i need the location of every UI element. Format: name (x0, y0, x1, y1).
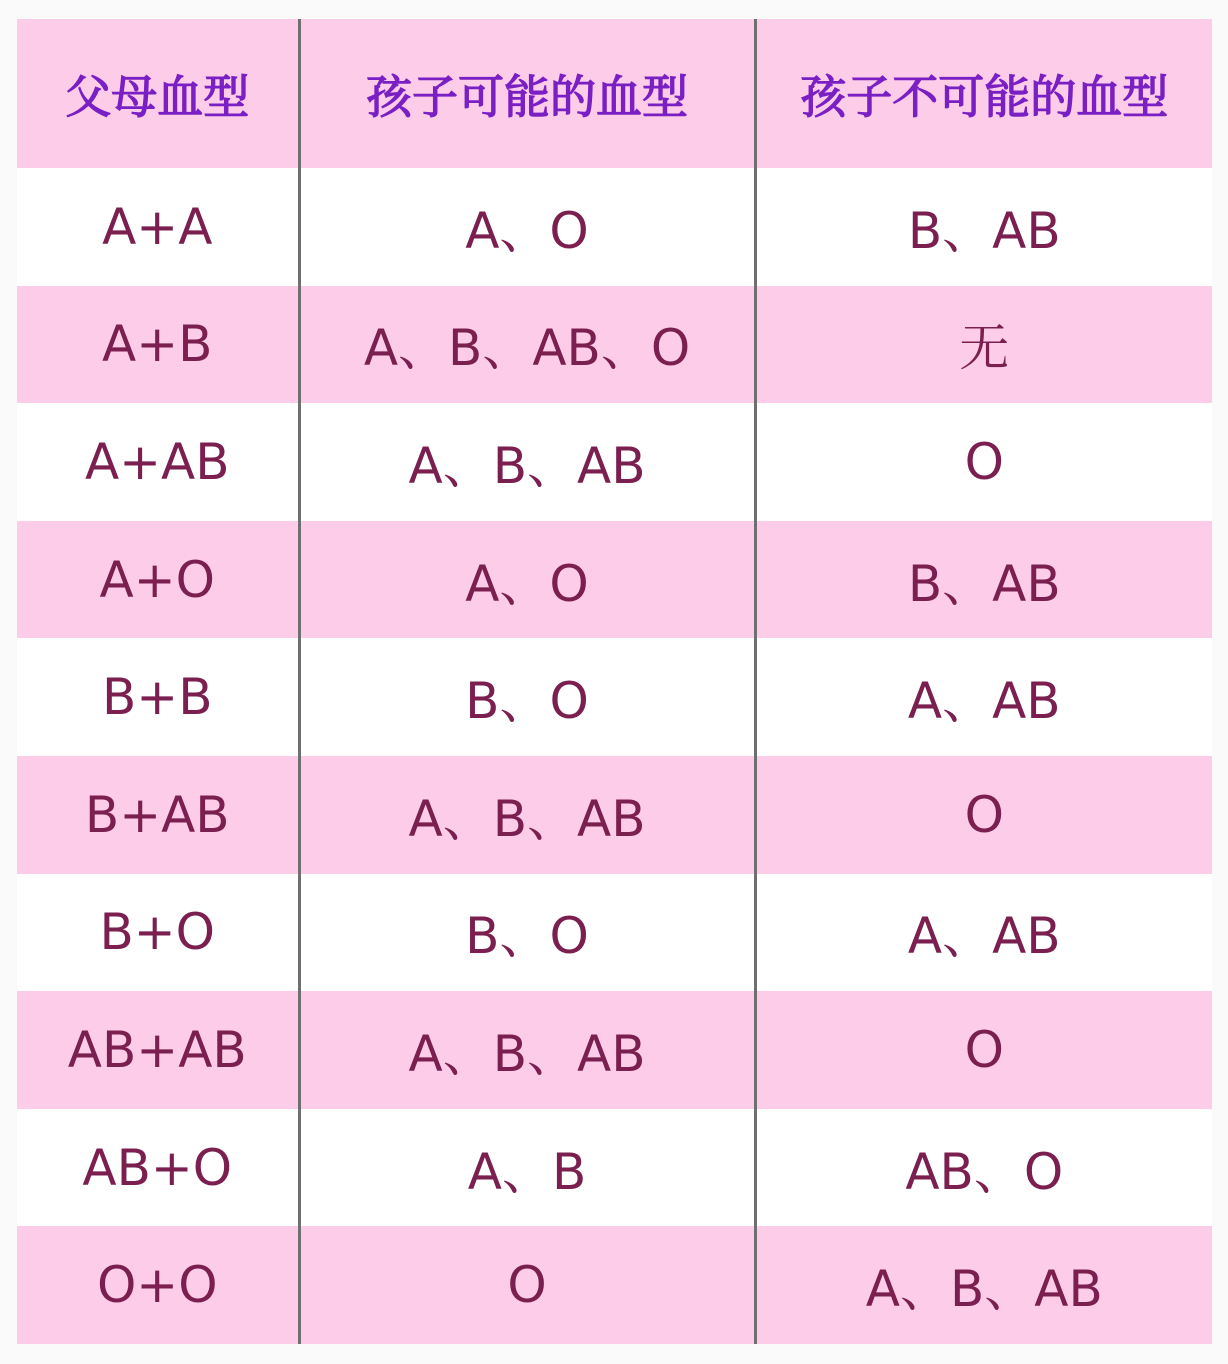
cell-possible: A、B、AB (299, 756, 755, 874)
cell-impossible: O (755, 991, 1212, 1109)
cell-parents: A+O (17, 521, 299, 639)
cell-impossible: AB、O (755, 1109, 1212, 1227)
table-row (17, 286, 1212, 404)
header-parents: 父母血型 (17, 19, 299, 168)
table-row (17, 168, 1212, 286)
cell-possible: A、B (299, 1109, 755, 1227)
cell-parents: A+AB (17, 403, 299, 521)
cell-possible: A、B、AB、O (299, 286, 755, 404)
cell-parents: B+B (17, 638, 299, 756)
header-row (17, 19, 1212, 168)
cell-possible: B、O (299, 874, 755, 992)
cell-parents: A+B (17, 286, 299, 404)
cell-impossible: A、AB (755, 874, 1212, 992)
table-row (17, 638, 1212, 756)
table-row (17, 1226, 1212, 1344)
cell-impossible: 无 (755, 286, 1212, 404)
cell-impossible: O (755, 403, 1212, 521)
cell-parents: AB+O (17, 1109, 299, 1227)
table-row (17, 991, 1212, 1109)
header-possible: 孩子可能的血型 (299, 19, 755, 168)
cell-impossible: B、AB (755, 168, 1212, 286)
table-row (17, 521, 1212, 639)
cell-possible: A、O (299, 168, 755, 286)
cell-parents: B+AB (17, 756, 299, 874)
cell-impossible: A、B、AB (755, 1226, 1212, 1344)
blood-type-table-container (17, 19, 1212, 1344)
cell-parents: AB+AB (17, 991, 299, 1109)
table-row (17, 756, 1212, 874)
blood-type-table (17, 19, 1212, 1344)
table-row (17, 874, 1212, 992)
table-row (17, 1109, 1212, 1227)
cell-parents: B+O (17, 874, 299, 992)
cell-possible: B、O (299, 638, 755, 756)
cell-impossible: O (755, 756, 1212, 874)
header-impossible: 孩子不可能的血型 (755, 19, 1212, 168)
cell-possible: A、B、AB (299, 991, 755, 1109)
cell-possible: O (299, 1226, 755, 1344)
cell-impossible: B、AB (755, 521, 1212, 639)
cell-parents: O+O (17, 1226, 299, 1344)
cell-impossible: A、AB (755, 638, 1212, 756)
cell-parents: A+A (17, 168, 299, 286)
cell-possible: A、O (299, 521, 755, 639)
cell-possible: A、B、AB (299, 403, 755, 521)
table-row (17, 403, 1212, 521)
